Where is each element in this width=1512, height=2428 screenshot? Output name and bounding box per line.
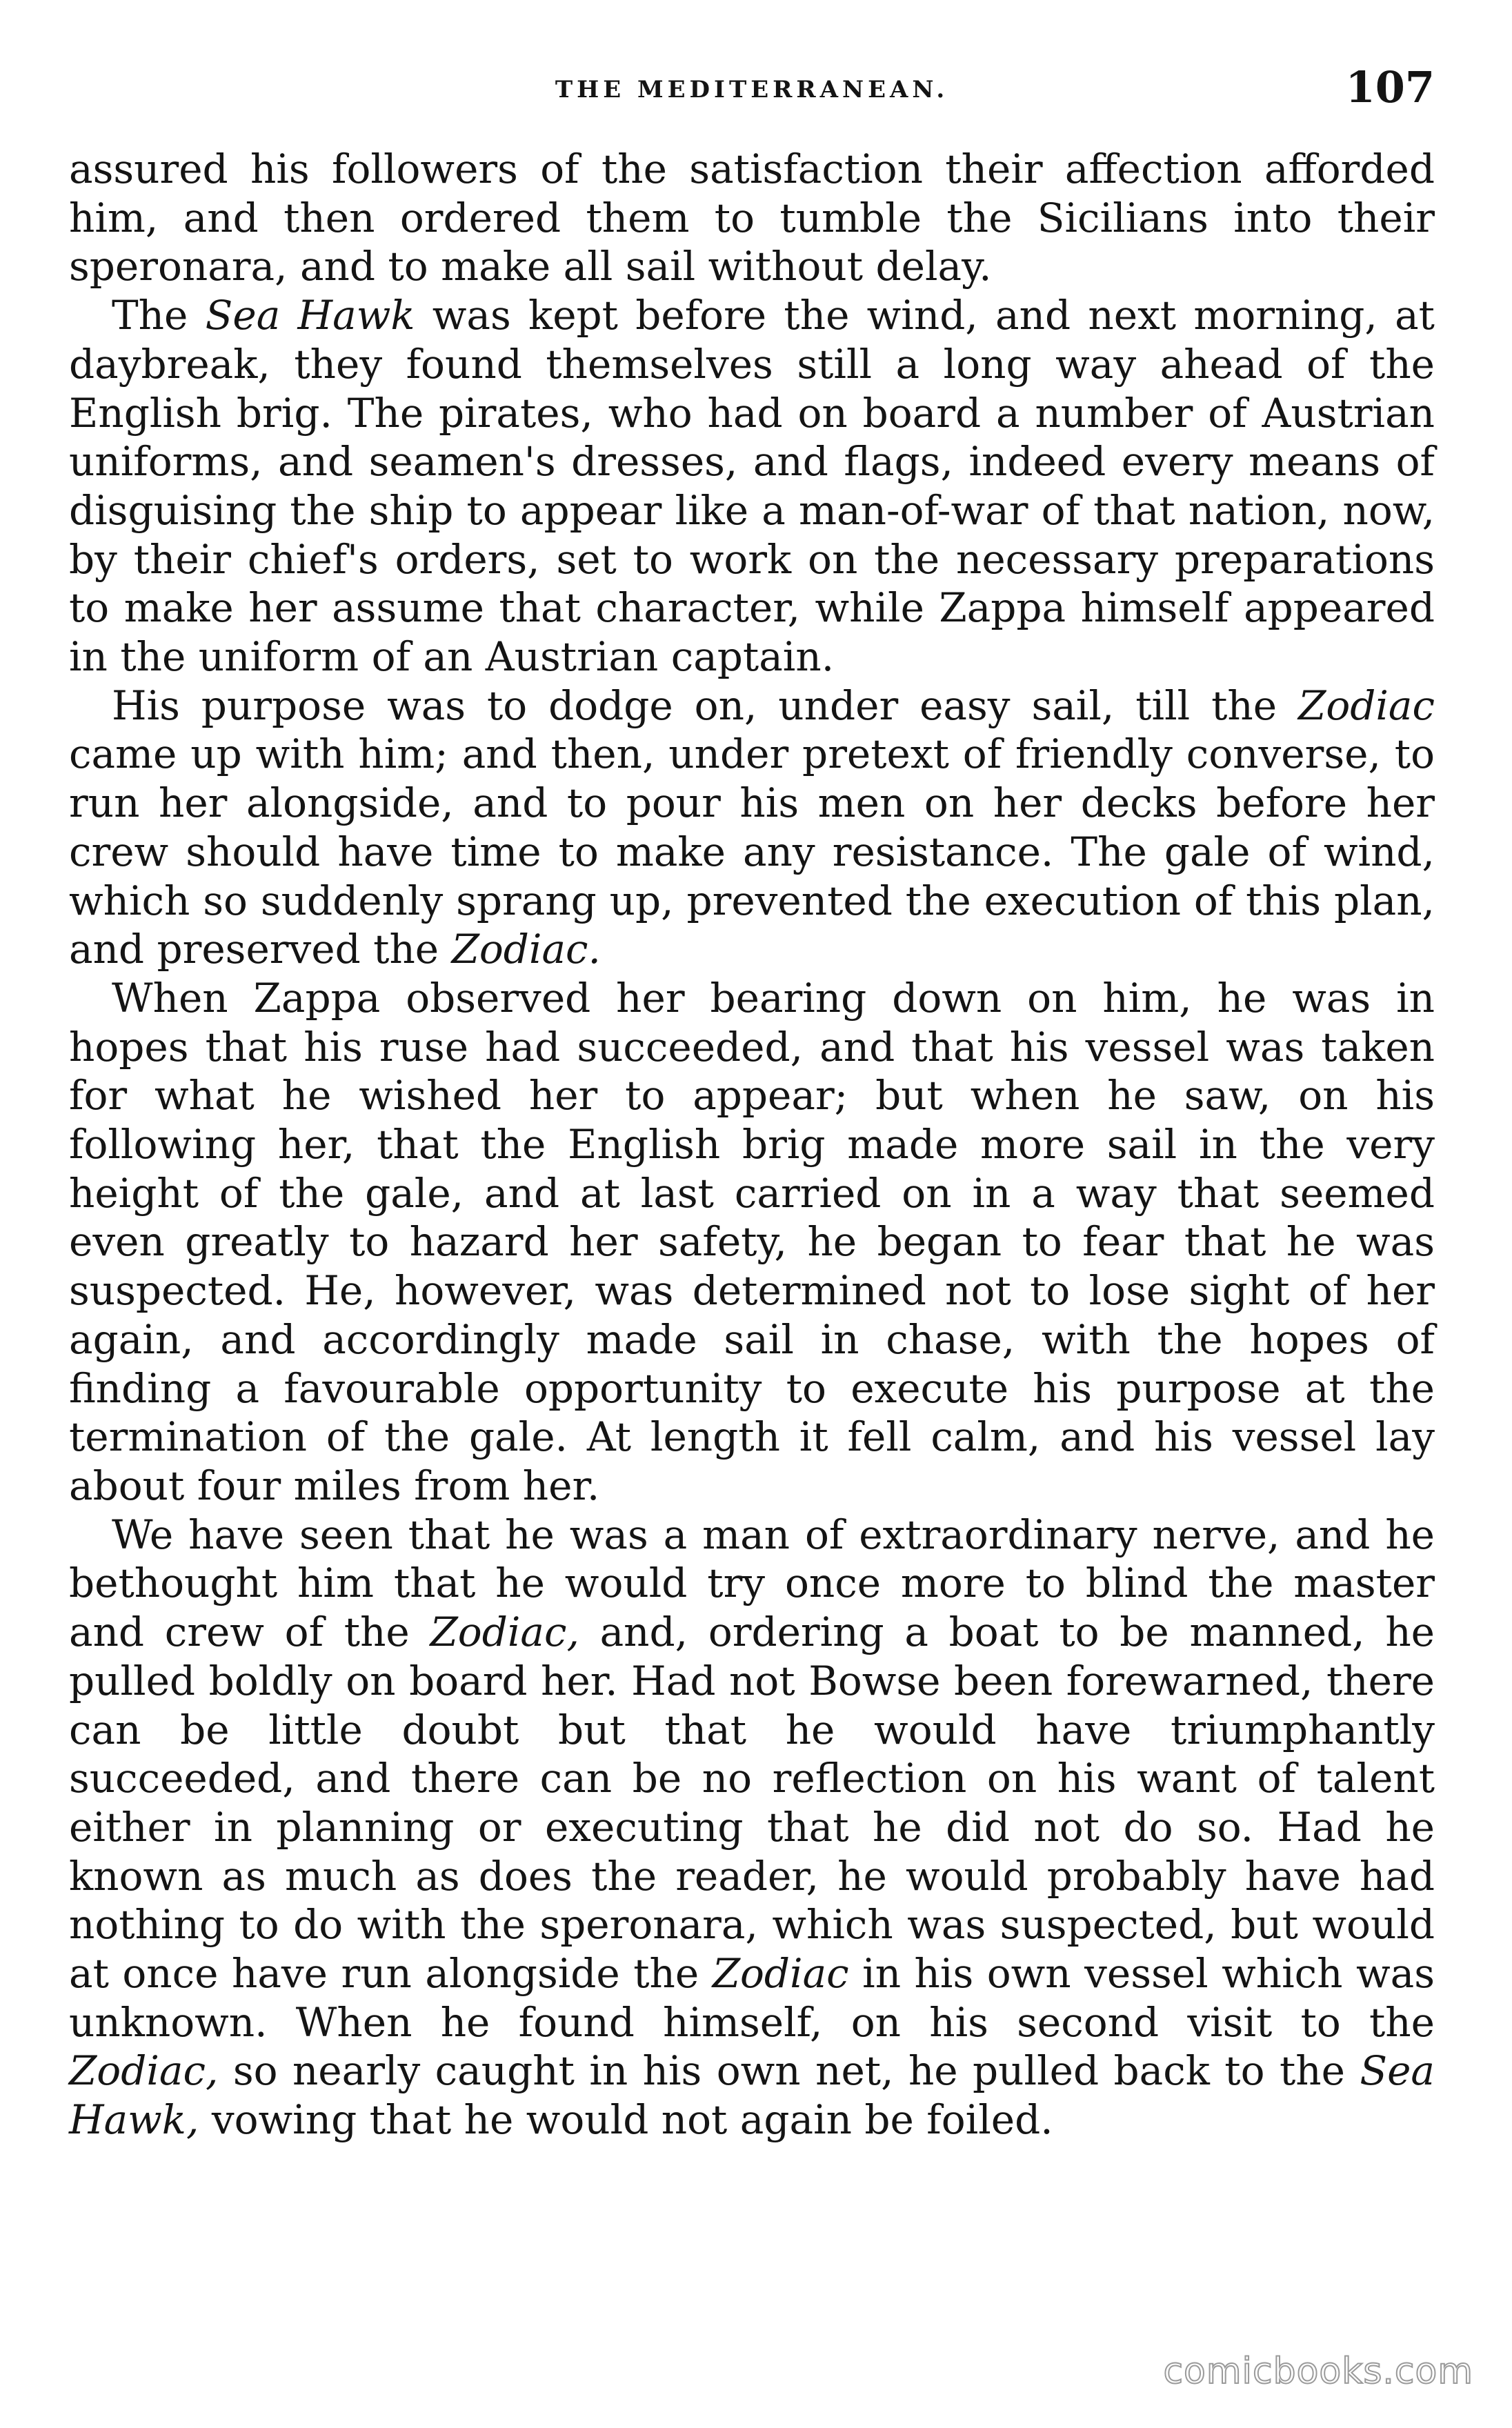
text-run: came up with him; and then, under pretext of friendly converse, to run her alongside, and to pour his men on her decks before her crew should have time to make any resistance. The gale of wind, which so suddenly sprang up, prevented the execution of this plan, and preserved the xyxy=(69,730,1435,973)
running-head: THE MEDITERRANEAN. xyxy=(555,76,949,103)
page-number: 107 xyxy=(1345,62,1435,112)
book-page xyxy=(69,62,1435,2145)
ship-name: Zodiac, xyxy=(69,2047,219,2095)
text-run: was kept before the wind, and next morning, at daybreak, they found themselves still a long way ahead of the English brig. The pirates, who had on board a number of Austrian uniforms, and seamen's dresses, and flags, indeed every means of disguising the ship to appear like a man-of-war of that nation, now, by their chief's orders, set to work on the necessary preparations to make her assume that character, while Zappa himself appeared in the uniform of an Austrian captain. xyxy=(69,292,1435,681)
paragraph xyxy=(69,681,1435,974)
text-run: His purpose was to dodge on, under easy sail, till the xyxy=(112,681,1299,729)
ship-name: Zodiac xyxy=(712,1950,849,1998)
text-run: in his own vessel which was unknown. When he found himself, on his second visit to the xyxy=(69,1950,1435,2046)
text-run: and, ordering a boat to be manned, he pulled boldly on board her. Had not Bowse been forewarned, there can be little doubt but that he would have triumphantly succeeded, and there can be no reflection on his want of talent either in planning or executing that he did not do so. Had he known as much as does the reader, he would probably have had nothing to do with the speronara, which was suspected, but would at once have run alongside the xyxy=(69,1609,1435,1998)
text-run: assured his followers of the satisfaction their affection afforded him, and then ordered them to tumble the Sicilians into their speronara, and to make all sail without delay. xyxy=(69,146,1435,290)
watermark-logo: comicbooks.com xyxy=(1163,2351,1473,2392)
paragraph xyxy=(69,291,1435,681)
text-run: The xyxy=(112,292,206,339)
ship-name: Sea Hawk, xyxy=(69,2047,1435,2144)
text-run: We have seen that he was a man of extraordinary nerve, and he bethought him that he would try once more to blind the master and crew of the xyxy=(69,1511,1435,1656)
paragraph xyxy=(69,145,1435,291)
ship-name: Zodiac. xyxy=(451,926,601,973)
ship-name: Zodiac, xyxy=(430,1609,579,1656)
page-header xyxy=(69,62,1435,145)
text-run: vowing that he would not again be foiled. xyxy=(199,2096,1053,2144)
text-run: so nearly caught in his own net, he pulled back to the xyxy=(218,2047,1360,2095)
paragraph xyxy=(69,974,1435,1511)
ship-name: Sea Hawk xyxy=(205,292,415,339)
body-text xyxy=(69,145,1435,2145)
paragraph xyxy=(69,1511,1435,2145)
text-run: When Zappa observed her bearing down on him, he was in hopes that his ruse had succeeded, and that his vessel was taken for what he wished her to appear; but when he saw, on his following her, that the English brig made more sail in the very height of the gale, and at last carried on in a way that seemed even greatly to hazard her safety, he began to fear that he was suspected. He, however, was determined not to lose sight of her again, and accordingly made sail in chase, with the hopes of finding a favourable opportunity to execute his purpose at the termination of the gale. At length it fell calm, and his vessel lay about four miles from her. xyxy=(69,974,1435,1509)
ship-name: Zodiac xyxy=(1298,681,1435,729)
